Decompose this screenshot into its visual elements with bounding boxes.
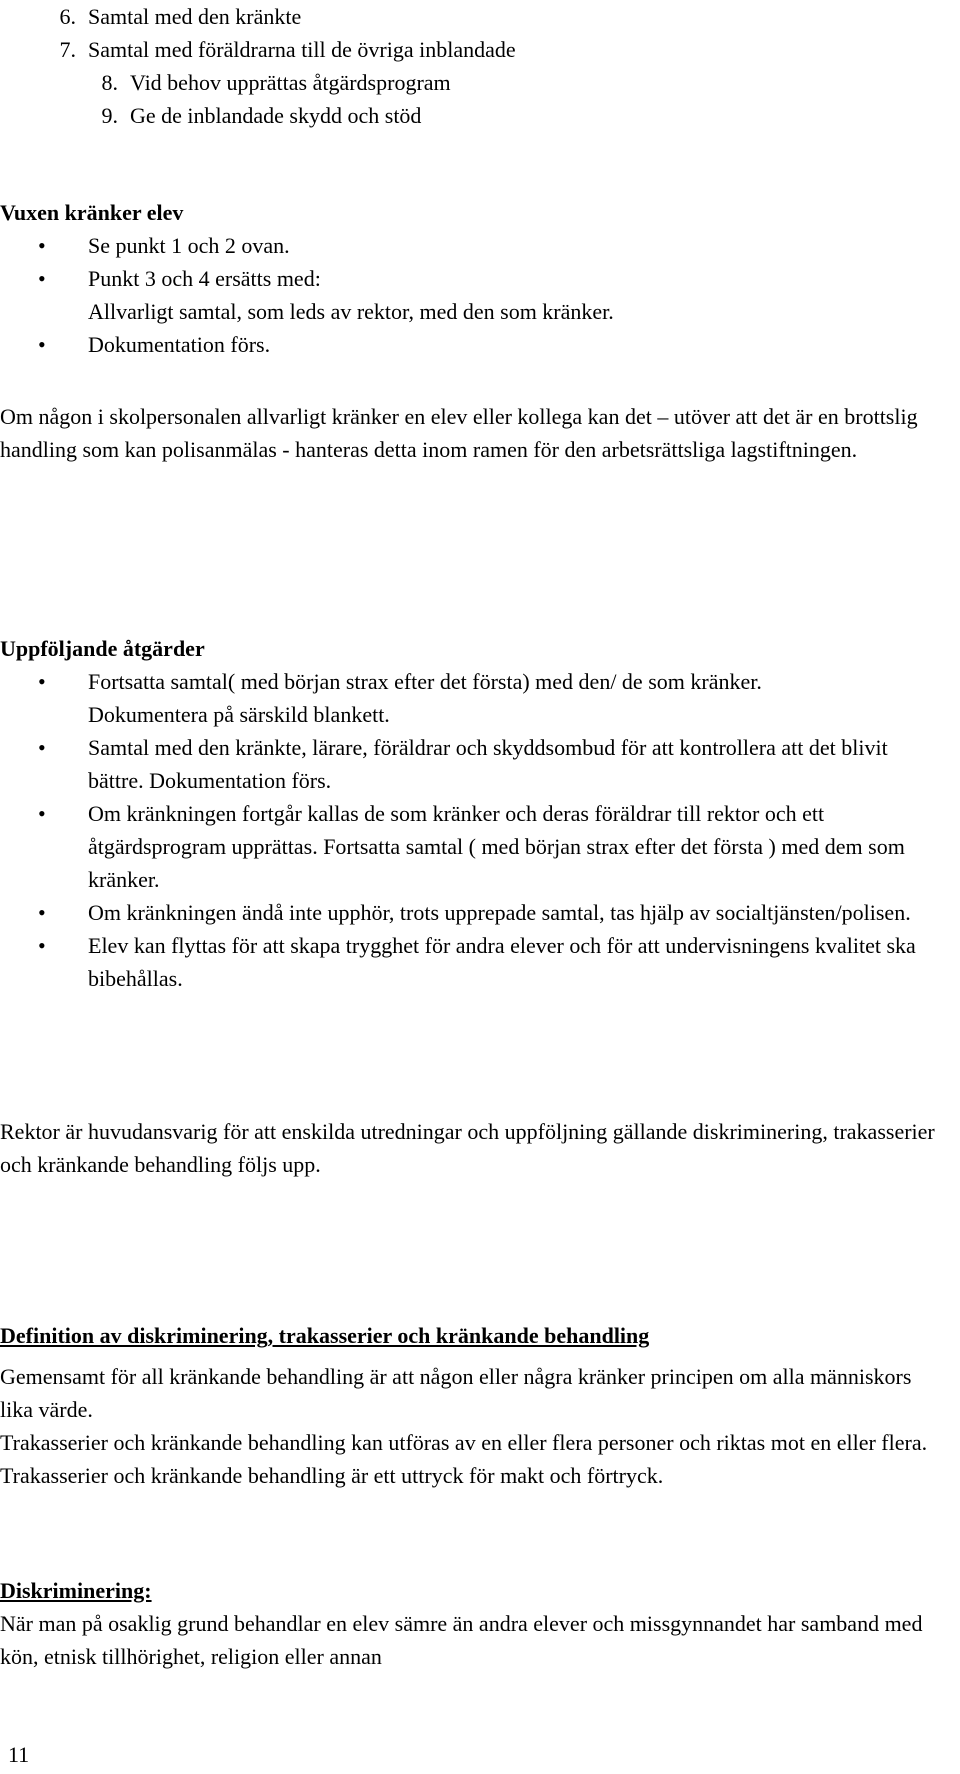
section-heading-definition: Definition av diskriminering, trakasserier och kränkande behandling	[0, 1323, 650, 1348]
bullet-icon: •	[38, 933, 46, 958]
paragraph-definition-1: Gemensamt för all kränkande behandling är att någon eller några kränker principen om alla människors lika värde.	[0, 1364, 912, 1422]
section-definition	[0, 1319, 948, 1492]
list-item: Allvarligt samtal, som leds av rektor, med den som kränker.	[88, 299, 614, 324]
list-item-text: Ge de inblandade skydd och stöd	[130, 103, 422, 128]
list-item: • Om kränkningen fortgår kallas de som kränker och deras föräldrar till rektor och ett åtgärdsprogram upprättas. Fortsatta samtal ( med början strax efter det första ) med dem som kränker.	[0, 797, 948, 896]
list-item: Dokumentera på särskild blankett.	[88, 702, 390, 727]
bullet-icon: •	[38, 669, 46, 694]
paragraph-skolpersonal-block	[0, 400, 948, 466]
numbered-list	[0, 0, 948, 132]
section-diskriminering	[0, 1574, 948, 1673]
paragraph-definition-3: Trakasserier och kränkande behandling är ett uttryck för makt och förtryck.	[0, 1463, 664, 1488]
list-item: • Fortsatta samtal( med början strax efter det första) med den/ de som kränker.	[0, 665, 948, 698]
paragraph-rektor: Rektor är huvudansvarig för att enskilda utredningar och uppföljning gällande diskriminering, trakasserier och kränkande behandling följs upp.	[0, 1119, 935, 1177]
numbered-list-block	[0, 0, 948, 132]
bullet-icon: •	[38, 266, 46, 291]
bullet-list-uppfoljande	[0, 665, 948, 995]
bullet-icon: •	[38, 233, 46, 258]
section-heading-vuxen: Vuxen kränker elev	[0, 200, 184, 225]
paragraph-skolpersonal: Om någon i skolpersonalen allvarligt kränker en elev eller kollega kan det – utöver att det är en brottslig handling som kan polisanmälas - hanteras detta inom ramen för den arbetsrättsliga lagstiftningen.	[0, 404, 918, 462]
section-vuxen	[0, 196, 948, 361]
bullet-icon: •	[38, 801, 46, 826]
list-item-text: Vid behov upprättas åtgärdsprogram	[130, 70, 451, 95]
list-item: • Om kränkningen ändå inte upphör, trots upprepade samtal, tas hjälp av socialtjänsten/polisen.	[0, 896, 948, 929]
section-heading-diskriminering: Diskriminering:	[0, 1578, 152, 1603]
paragraph-rektor-block	[0, 1115, 948, 1181]
list-item-text: Samtal med den kränkte	[88, 4, 302, 29]
section-uppfoljande	[0, 632, 948, 995]
list-item: 8. Vid behov upprättas åtgärdsprogram	[0, 66, 948, 99]
bullet-list-vuxen	[0, 229, 948, 361]
bullet-icon: •	[38, 332, 46, 357]
list-item: • Punkt 3 och 4 ersätts med:	[0, 262, 948, 295]
list-item: • Dokumentation förs.	[0, 328, 948, 361]
list-item: 9. Ge de inblandade skydd och stöd	[0, 99, 948, 132]
paragraph-diskriminering: När man på osaklig grund behandlar en elev sämre än andra elever och missgynnandet har samband med kön, etnisk tillhörighet, religion eller annan	[0, 1611, 923, 1669]
list-item: 6. Samtal med den kränkte	[0, 0, 948, 33]
list-item: • Se punkt 1 och 2 ovan.	[0, 229, 948, 262]
section-heading-uppfoljande: Uppföljande åtgärder	[0, 636, 205, 661]
bullet-icon: •	[38, 735, 46, 760]
paragraph-definition-2: Trakasserier och kränkande behandling kan utföras av en eller flera personer och riktas mot en eller flera.	[0, 1430, 928, 1455]
list-item: 7. Samtal med föräldrarna till de övriga inblandade	[0, 33, 948, 66]
list-item: • Elev kan flyttas för att skapa trygghet för andra elever och för att undervisningens kvalitet ska bibehållas.	[0, 929, 948, 995]
list-item: • Samtal med den kränkte, lärare, föräldrar och skyddsombud för att kontrollera att det blivit bättre. Dokumentation förs.	[0, 731, 948, 797]
page-number: 11	[8, 1742, 30, 1767]
list-item-text: Samtal med föräldrarna till de övriga inblandade	[88, 37, 516, 62]
bullet-icon: •	[38, 900, 46, 925]
